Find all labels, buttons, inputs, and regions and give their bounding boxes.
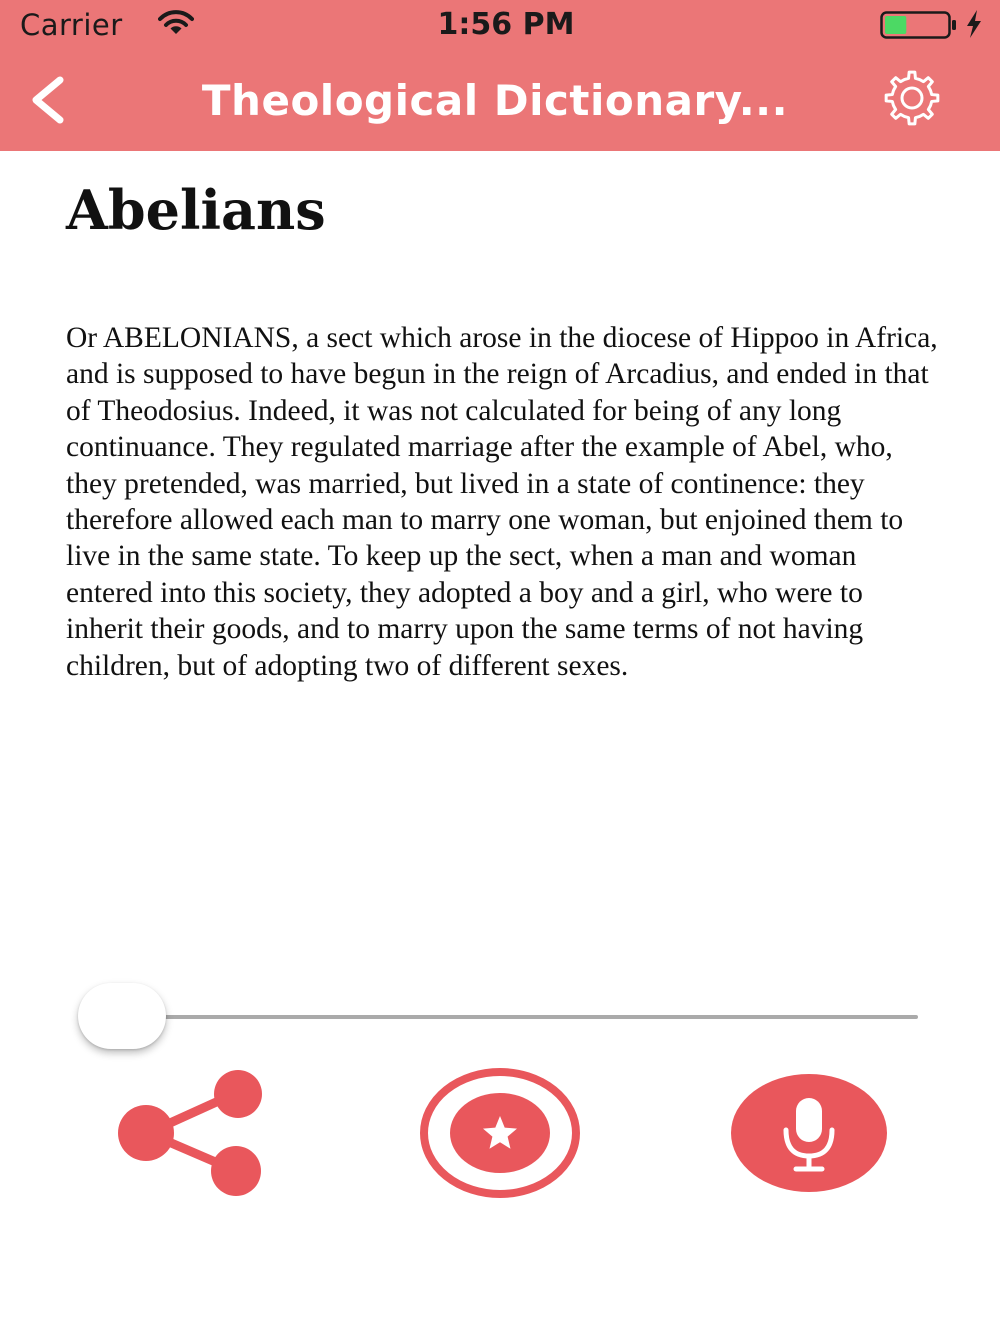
status-bar: [0, 0, 1000, 52]
chevron-left-icon: [36, 80, 60, 120]
carrier-label: Carrier: [20, 8, 123, 42]
entry-definition: Or ABELONIANS, a sect which arose in the diocese of Hippoo in Africa, and is supposed to have begun in the reign of Arcadius, and ended in that of Theodosius. Indeed, it was not calculated for being of any long continuance. They regulated marriage after the example of Abel, who, they pretended, was married, but lived in a state of continence: they therefore allowed each man to marry one woman, but enjoined them to live in the same state. To keep up the sect, when a man and woman entered into this society, they adopted a boy and a girl, who were to inherit their goods, and to marry upon the same terms of not having children, but of adopting two of different sexes.: [66, 322, 938, 682]
share-icon: [118, 1070, 262, 1196]
slider-track: [122, 1015, 918, 1019]
favorite-button[interactable]: [418, 1068, 582, 1198]
slider-thumb[interactable]: [78, 983, 166, 1049]
playback-slider[interactable]: [78, 980, 920, 1052]
navigation-bar: [0, 0, 1000, 151]
page-title: Theological Dictionary...: [201, 76, 789, 125]
back-button[interactable]: [26, 76, 70, 124]
speak-button[interactable]: [728, 1070, 890, 1196]
battery-icon: [880, 11, 960, 39]
gear-icon: [886, 72, 938, 124]
charging-bolt-icon: [962, 8, 986, 40]
settings-button[interactable]: [874, 68, 950, 128]
status-time: 1:56 PM: [437, 7, 575, 42]
share-button[interactable]: [110, 1070, 270, 1196]
entry-term: Abelians: [66, 178, 326, 242]
